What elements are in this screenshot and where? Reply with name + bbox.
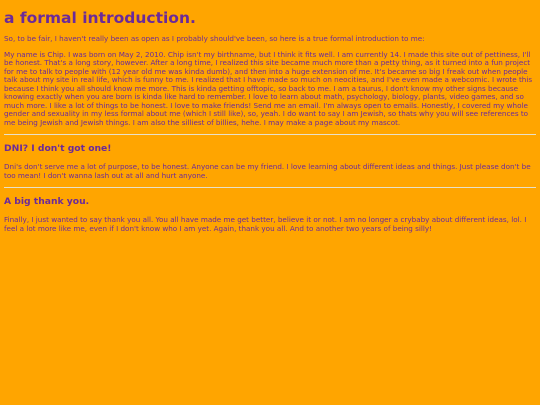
page-title: a formal introduction.	[4, 9, 196, 27]
dni-paragraph: Dni's don't serve me a lot of purpose, to be honest. Anyone can be my friend. I love learning about different ideas and things. Just please don't be too mean! I don't wanna lash out at all and hurt anyone.	[4, 162, 531, 180]
section-divider	[4, 134, 536, 135]
section-divider	[4, 187, 536, 188]
intro-paragraph: So, to be fair, I haven't really been as open as I probably should've been, so here is a true formal introduction to me:	[4, 34, 425, 43]
thanks-paragraph: Finally, I just wanted to say thank you all. You all have made me get better, believe it or not. I am no longer a crybaby about different ideas, lol. I feel a lot more like me, even if I don't know who I am yet. Again, thank you all. And to another two years of being silly!	[4, 215, 527, 233]
thanks-heading: A big thank you.	[4, 196, 90, 207]
about-paragraph: My name is Chip. I was born on May 2, 2010. Chip isn't my birthname, but I think it fits well. I am currently 14. I made this site out of pettiness, I'll be honest. That's a long story, however. After a long time, I realized this site became much more than a petty thing, as it turned into a fun project for me to talk to people with (12 year old me was kinda dumb), and then into a huge extension of me. It's became so big I freak out when people talk about my site in real life, which is funny to me. I realized that I have made so much on neocities, and I've even made a webcomic. I wrote this because I think you all should know me more. This is kinda getting offtopic, so back to me. I am a taurus, I don't know my other signs because knowing exactly when you are born is kinda like hard to remember. I love to learn about math, psychology, biology, plants, video games, and so much more. I like a lot of things to be honest. I love to make friends! Send me an email. I'm always open to emails. Honestly, I covered my whole gender and sexuality in my less formal about me (which I still like), so, yeah. I do want to say I am Jewish, so thats why you will see references to me being Jewish and Jewish things. I am also the silliest of billies, hehe. I may make a page about my mascot.	[4, 49, 533, 127]
dni-heading: DNI? I don't got one!	[4, 143, 112, 154]
